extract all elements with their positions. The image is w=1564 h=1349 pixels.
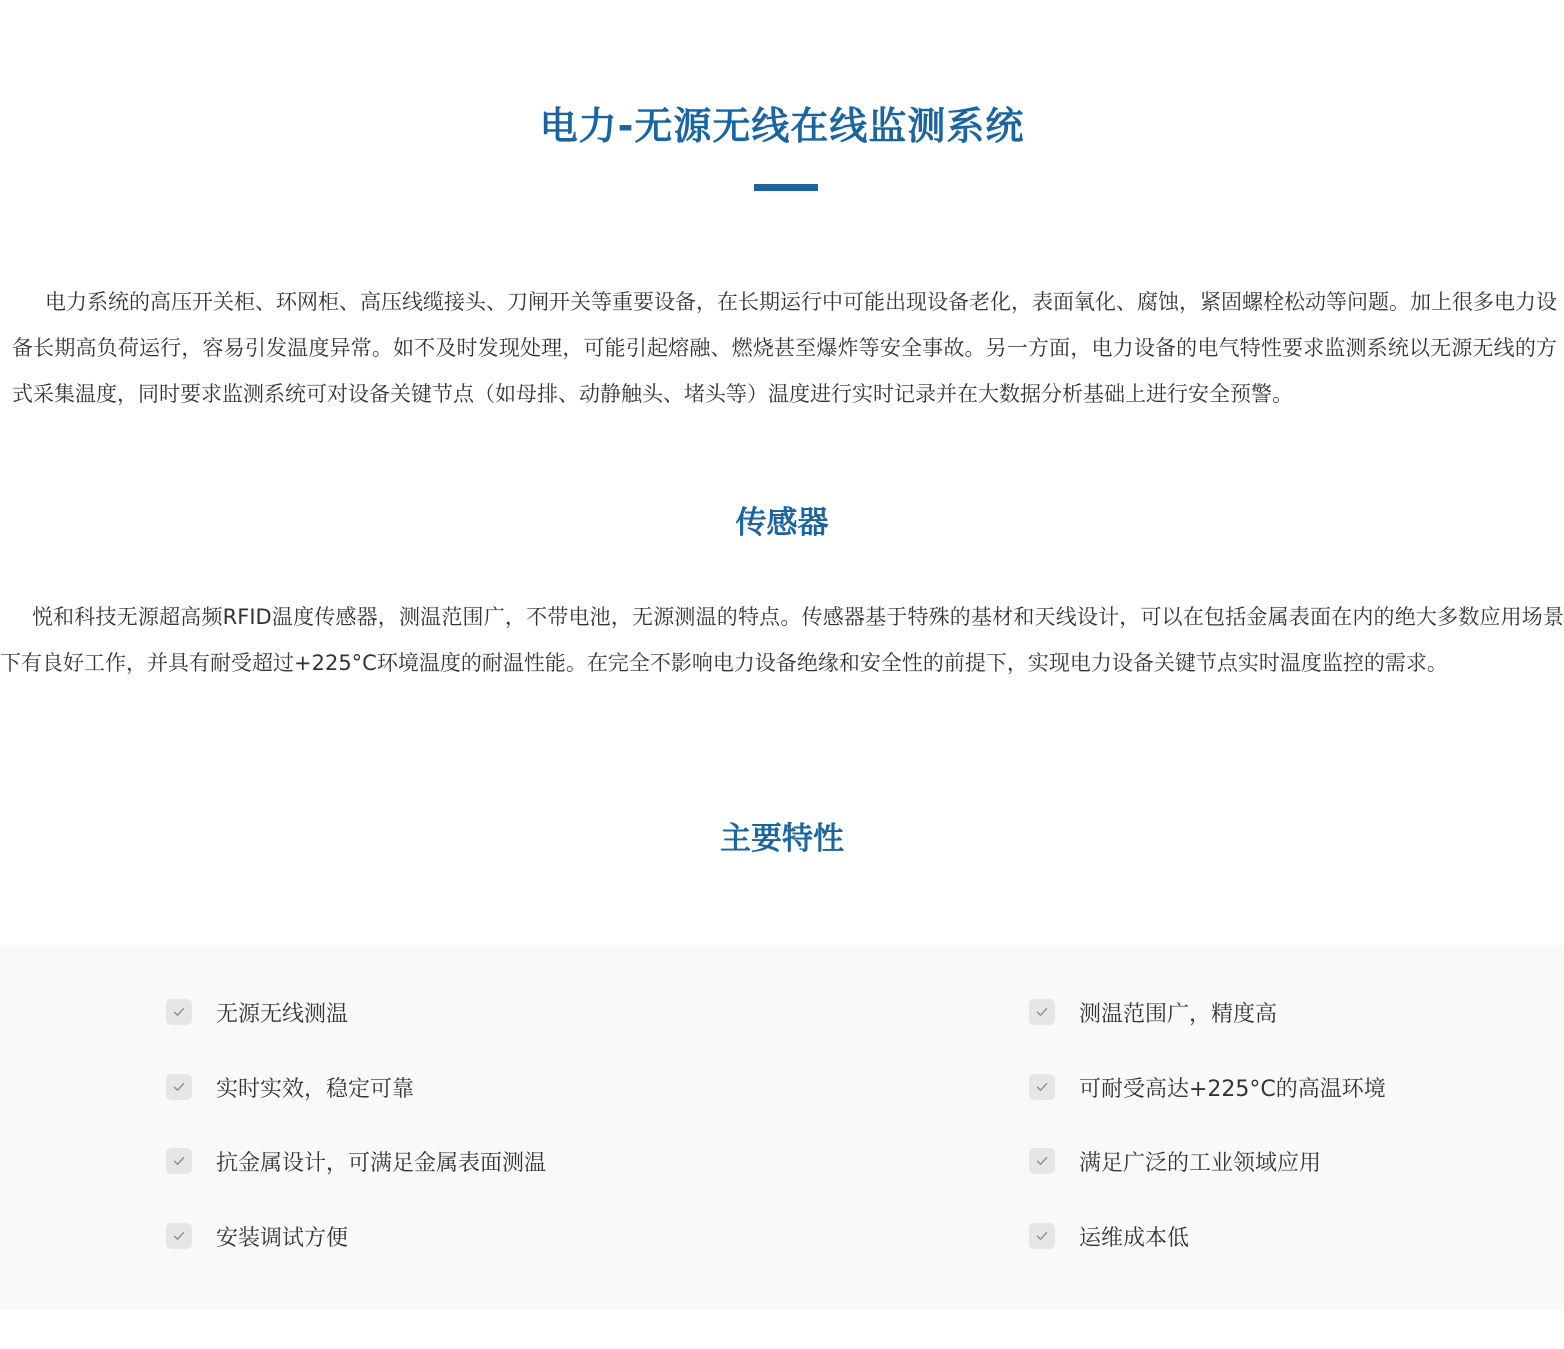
feature-label: 可耐受高达+225°C的高温环境 xyxy=(1079,1076,1386,1102)
check-icon xyxy=(1029,1223,1055,1249)
feature-label: 抗金属设计，可满足金属表面测温 xyxy=(216,1150,547,1176)
sensor-paragraph: 悦和科技无源超高频RFID温度传感器，测温范围广，不带电池，无源测温的特点。传感器基于特殊的基材和天线设计，可以在包括金属表面在内的绝大多数应用场景下有良好工作，并具有耐受超过+225°C环境温度的耐温性能。在完全不影响电力设备绝缘和安全性的前提下，实现电力设备关键节点实时温度监控的需求。 xyxy=(0,605,1564,675)
feature-item xyxy=(1029,1141,1321,1181)
intro-paragraph: 电力系统的高压开关柜、环网柜、高压线缆接头、刀闸开关等重要设备，在长期运行中可能出现设备老化，表面氧化、腐蚀，紧固螺栓松动等问题。加上很多电力设备长期高负荷运行，容易引发温度异常。如不及时发现处理，可能引起熔融、燃烧甚至爆炸等安全事故。另一方面，电力设备的电气特性要求监测系统以无源无线的方式采集温度，同时要求监测系统可对设备关键节点（如母排、动静触头、堵头等）温度进行实时记录并在大数据分析基础上进行安全预警。 xyxy=(12,290,1557,406)
feature-item xyxy=(166,1216,348,1256)
feature-label: 运维成本低 xyxy=(1079,1225,1190,1251)
check-icon xyxy=(1029,1074,1055,1100)
title-underline xyxy=(754,184,818,191)
features-panel xyxy=(0,945,1564,1310)
feature-label: 测温范围广，精度高 xyxy=(1079,1001,1278,1027)
check-icon xyxy=(166,1074,192,1100)
check-icon xyxy=(166,999,192,1025)
sensor-section-title: 传感器 xyxy=(735,505,829,541)
features-section-title: 主要特性 xyxy=(720,821,844,857)
feature-label: 安装调试方便 xyxy=(216,1225,349,1251)
page-title: 电力-无源无线在线监测系统 xyxy=(539,104,1025,148)
feature-item xyxy=(1029,1067,1386,1107)
feature-label: 实时实效，稳定可靠 xyxy=(216,1076,415,1102)
feature-label: 无源无线测温 xyxy=(216,1001,349,1027)
feature-item xyxy=(166,992,348,1032)
feature-item xyxy=(1029,1216,1189,1256)
feature-item xyxy=(1029,992,1277,1032)
check-icon xyxy=(166,1223,192,1249)
feature-item xyxy=(166,1067,414,1107)
check-icon xyxy=(1029,1148,1055,1174)
feature-label: 满足广泛的工业领域应用 xyxy=(1079,1150,1322,1176)
feature-item xyxy=(166,1141,546,1181)
check-icon xyxy=(1029,999,1055,1025)
check-icon xyxy=(166,1148,192,1174)
